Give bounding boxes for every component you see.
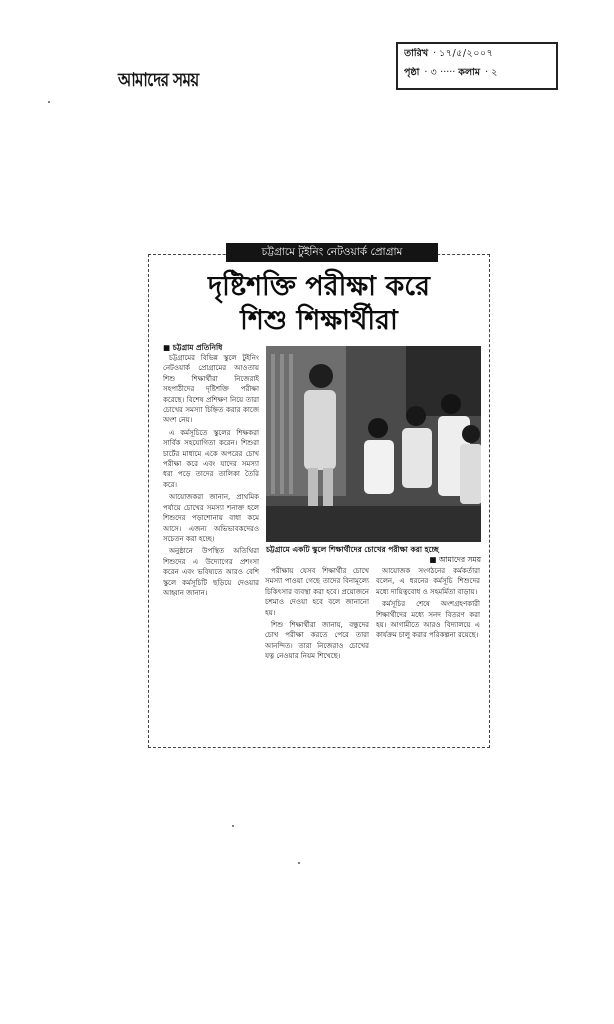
headline-line-1: দৃষ্টিশক্তি পরীক্ষা করে: [207, 271, 431, 302]
scan-speck: [232, 825, 234, 827]
classroom-photo-illustration: [266, 346, 481, 542]
paragraph: চট্টগ্রামের বিভিন্ন স্কুলে টুইনিং নেটওয়ার্ক প্রোগ্রামের আওতায় শিশু শিক্ষার্থীরা নিজেরাই সহপাঠীদের দৃষ্টিশক্তি পরীক্ষা করেছে। বিশেষ প্রশিক্ষণ নিয়ে তারা চোখের সমস্যা চিহ্নিত করার কাজে অংশ নেয়।: [163, 354, 259, 425]
archive-stamp: [396, 42, 558, 90]
stamp-separator: ·: [421, 67, 431, 78]
scan-speck: [48, 101, 50, 103]
stamp-column-label: কলাম: [458, 67, 481, 78]
photo-caption: [266, 545, 481, 565]
photo-credit: ■ আমাদের সময়: [429, 555, 481, 564]
scan-speck: [298, 862, 300, 864]
stamp-date-label: তারিখ: [404, 48, 429, 59]
stamp-date-row: [404, 48, 551, 60]
paragraph: আয়োজকরা জানান, প্রাথমিক পর্যায়ে চোখের সমস্যা শনাক্ত হলে শিশুদের পড়াশোনায় বাধা কমে আসে। এজন্য অভিভাবকদেরও সচেতন করা হচ্ছে।: [163, 493, 259, 543]
stamp-separator: ·: [482, 67, 492, 78]
article-column-3: [376, 566, 480, 716]
headline-line-2: শিশু শিক্ষার্থীরা: [240, 305, 398, 336]
article-photo: [266, 346, 481, 542]
photo-caption-text: চট্টগ্রামে একটি স্কুলে শিক্ষার্থীদের চোখের পরীক্ষা করা হচ্ছে: [266, 545, 439, 554]
stamp-separator: ·: [430, 48, 440, 59]
stamp-date-value: ১৭/৫/২০০৭: [439, 48, 494, 59]
newspaper-masthead: আমাদের সময়: [118, 68, 199, 91]
stamp-page-label: পৃষ্ঠা: [404, 67, 420, 78]
stamp-separator: ·····: [437, 67, 459, 78]
paragraph: শিশু শিক্ষার্থীরা জানায়, বন্ধুদের চোখ পরীক্ষা করতে পেরে তারা আনন্দিত। তারা নিজেরাও চোখের যত্ন নেওয়ার নিয়ম শিখেছে।: [265, 621, 369, 661]
stamp-column-value: ২: [491, 67, 498, 78]
article-kicker: চট্টগ্রামে টুইনিং নেটওয়ার্ক প্রোগ্রাম: [226, 243, 438, 262]
photo-credit-text: আমাদের সময়: [438, 555, 481, 564]
paragraph: আয়োজক সংগঠনের কর্মকর্তারা বলেন, এ ধরনের কর্মসূচি শিশুদের মধ্যে দায়িত্ববোধ ও সহমর্মিতা বাড়ায়।: [376, 567, 480, 596]
stamp-page-value: ৩: [430, 67, 438, 78]
article-headline: [160, 270, 478, 338]
paragraph: অনুষ্ঠানে উপস্থিত অতিথিরা শিশুদের এ উদ্যোগের প্রশংসা করেন এবং ভবিষ্যতে আরও বেশি স্কুলে কর্মসূচিটি ছড়িয়ে দেওয়ার আহ্বান জানান।: [163, 547, 259, 597]
paragraph: কর্মসূচির শেষে অংশগ্রহণকারী শিক্ষার্থীদের মধ্যে সনদ বিতরণ করা হয়। আগামীতে আরও বিদ্যালয়ে এ কার্যক্রম চালু করার পরিকল্পনা রয়েছে।: [376, 600, 480, 640]
paragraph: এ কর্মসূচিতে স্কুলের শিক্ষকরা সার্বিক সহযোগিতা করেন। শিশুরা চার্টের মাধ্যমে একে অপরের চোখ পরীক্ষা করে এবং যাদের সমস্যা ধরা পড়ে তাদের তালিকা তৈরি করে।: [163, 428, 259, 489]
article-column-1: [163, 353, 259, 736]
stamp-page-row: [404, 67, 551, 79]
article-byline: ■ চট্টগ্রাম প্রতিনিধি: [163, 343, 223, 352]
article-column-2: [265, 566, 369, 736]
paragraph: পরীক্ষায় যেসব শিক্ষার্থীর চোখে সমস্যা পাওয়া গেছে তাদের বিনামূল্যে চিকিৎসার ব্যবস্থা করা হবে। প্রয়োজনে চশমাও দেওয়া হবে বলে জানানো হয়।: [265, 567, 369, 617]
